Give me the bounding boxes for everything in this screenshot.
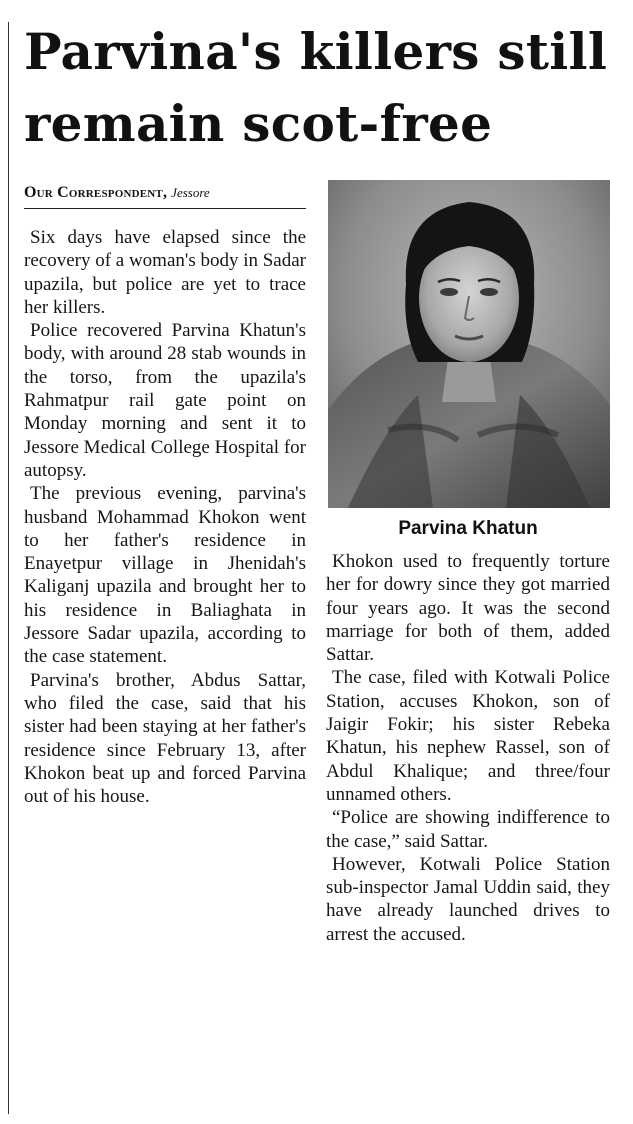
paragraph: Parvina's brother, Abdus Sattar, who filed the case, said that his sister had been staying at her father's residence since February 13, after Khokon beat up and forced Parvina out of his house.: [24, 669, 306, 808]
headline: [24, 16, 624, 160]
column-rule: [8, 22, 9, 1114]
photo-caption: Parvina Khatun: [398, 518, 538, 539]
paragraph: The previous evening, parvina's husband Mohammad Khokon went to her father's residence in Enayetpur village in Jhenidah's Kaliganj upazila and brought her to his residence in Baliaghata in Jessore Sadar upazila, according to the case statement.: [24, 483, 306, 668]
paragraph: Six days have elapsed since the recovery of a woman's body in Sadar upazila, but police are yet to trace her killers.: [24, 227, 307, 318]
portrait-photo: [328, 180, 610, 508]
paragraph: The case, filed with Kotwali Police Station, accuses Khokon, son of Jaigir Fokir; his sister Rebeka Khatun, his nephew Rassel, son of Abdul Khalique; and three/four unnamed others.: [326, 667, 610, 805]
paragraph: Khokon used to frequently torture her for dowry since they got married four years ago. It was the second marriage for both of them, added Sattar.: [326, 551, 610, 666]
byline-author: Our Correspondent,: [24, 184, 168, 201]
headline-line-2: remain scot-free: [24, 94, 493, 153]
paragraph: However, Kotwali Police Station sub-inspector Jamal Uddin said, they have already launched drives to arrest the accused.: [326, 853, 610, 945]
byline: [24, 184, 210, 202]
byline-rule: [24, 208, 306, 209]
paragraph: Police recovered Parvina Khatun's body, with around 28 stab wounds in the torso, from the upazila's Rahmatpur rail gate point on Monday morning and sent it to Jessore Medical College Hospital for autopsy.: [24, 320, 306, 481]
headline-line-1: Parvina's killers still: [24, 22, 608, 81]
portrait-image: [328, 180, 610, 508]
article-column-right: [326, 550, 610, 946]
paragraph: “Police are showing indifference to the case,” said Sattar.: [326, 807, 610, 852]
article-column-left: [24, 226, 306, 808]
byline-location: Jessore: [171, 185, 210, 200]
